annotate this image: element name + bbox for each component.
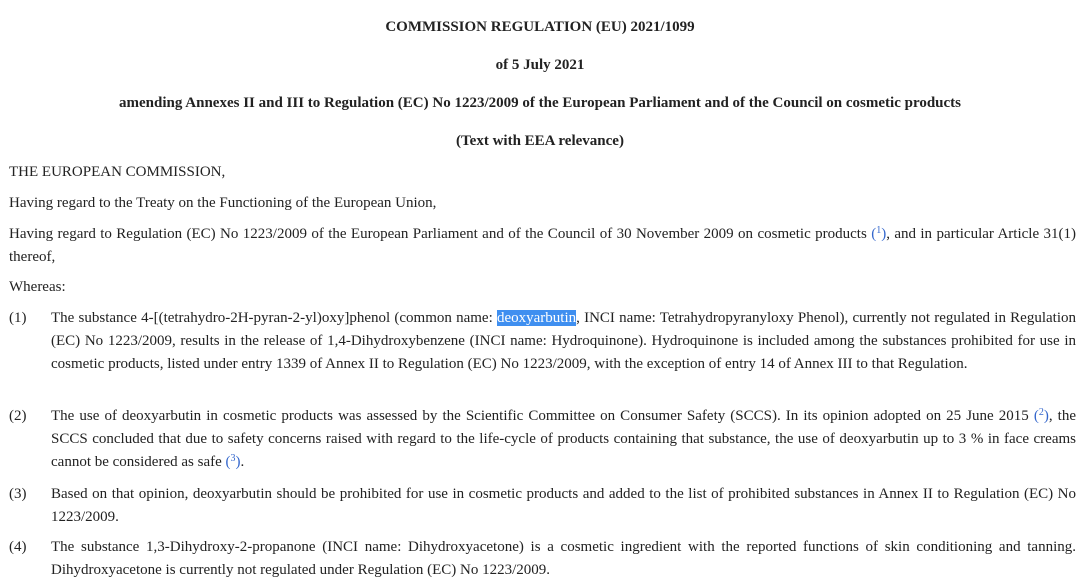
recital-number: (2): [9, 408, 27, 424]
regulation-title: COMMISSION REGULATION (EU) 2021/1099: [385, 19, 695, 35]
recital-1-text-end: , INCI name: Tetrahydropyranyloxy Phenol), currently not regulated in Regulation (EC) No 1223/2009, results in the release of 1,4-Dihydroxybenzene (INCI name: Hydroquinone). Hydroquinone is included among the substances prohibited for use in cosmetic products, listed under entry 1339 of Annex II to Regulation (EC) No 1223/2009, with the exception of entry 14 of Annex III to that Regulation.: [51, 310, 1076, 372]
recital-number: (1): [9, 310, 27, 326]
recital-number: (3): [9, 486, 27, 502]
recital-text: Based on that opinion, deoxyarbutin should be prohibited for use in cosmetic products and added to the list of prohibited substances in Annex II to Regulation (EC) No 1223/2009.: [51, 486, 1076, 525]
recital-2-text-end: .: [240, 454, 245, 470]
recital-text: The substance 1,3-Dihydroxy-2-propanone (INCI name: Dihydroxyacetone) is a cosmetic ingredient with the reported functions of skin conditioning and tanning. Dihydroxyacetone is currently not regulated under Regulation (EC) No 1223/2009.: [51, 539, 1076, 578]
footnote-close-paren: ): [881, 226, 887, 242]
recital-number: (4): [9, 539, 27, 555]
recital-3: [9, 483, 1076, 529]
footnote-close-paren: ): [1043, 408, 1049, 424]
eea-relevance: (Text with EEA relevance): [456, 133, 624, 149]
recital-2-text-middle: , the SCCS concluded that due to safety concerns raised with regard to the life-cycle of products containing that substance, the use of deoxyarbutin up to 3 % in face creams cannot be considered as safe: [51, 408, 1077, 470]
recital-1-text-start: The substance 4-[(tetrahydro-2H-pyran-2-yl)oxy]phenol (common name:: [51, 310, 497, 326]
regulation-date: of 5 July 2021: [495, 57, 585, 73]
selected-text-highlight[interactable]: deoxyarbutin: [496, 310, 577, 326]
recital-2-text-start: The use of deoxyarbutin in cosmetic products was assessed by the Scientific Committee on Consumer Safety (SCCS). In its opinion adopted on 25 June 2015: [51, 408, 1034, 424]
footnote-close-paren: ): [235, 454, 241, 470]
footnote-number-2: 2: [1038, 407, 1044, 418]
footnote-number-1: 1: [876, 225, 882, 236]
preamble-regard-text: Having regard to Regulation (EC) No 1223/2009 of the European Parliament and of the Council of 30 November 2009 on cosmetic products: [9, 226, 872, 242]
regulation-subject: amending Annexes II and III to Regulation (EC) No 1223/2009 of the European Parliament and of the Council on cosmetic products: [119, 95, 961, 111]
footnote-link-1[interactable]: [871, 226, 886, 242]
footnote-open-paren: (: [225, 454, 231, 470]
preamble-regard-text-end: , and in particular Article 31(1) thereof,: [9, 226, 1076, 265]
recital-4: [9, 536, 1076, 582]
recital-text: [51, 307, 1076, 376]
preamble-whereas: Whereas:: [9, 279, 66, 295]
footnote-link-3[interactable]: [226, 454, 241, 470]
recital-text: [51, 405, 1076, 474]
footnote-number-3: 3: [230, 453, 236, 464]
footnote-link-2[interactable]: [1034, 408, 1049, 424]
preamble-commission: THE EUROPEAN COMMISSION,: [9, 164, 226, 180]
preamble-regard: [9, 223, 1076, 269]
footnote-open-paren: (: [1033, 408, 1039, 424]
footnote-open-paren: (: [871, 226, 877, 242]
recital-1: [9, 307, 1076, 376]
preamble-treaty: Having regard to the Treaty on the Functioning of the European Union,: [9, 195, 437, 211]
recital-2: [9, 405, 1076, 474]
